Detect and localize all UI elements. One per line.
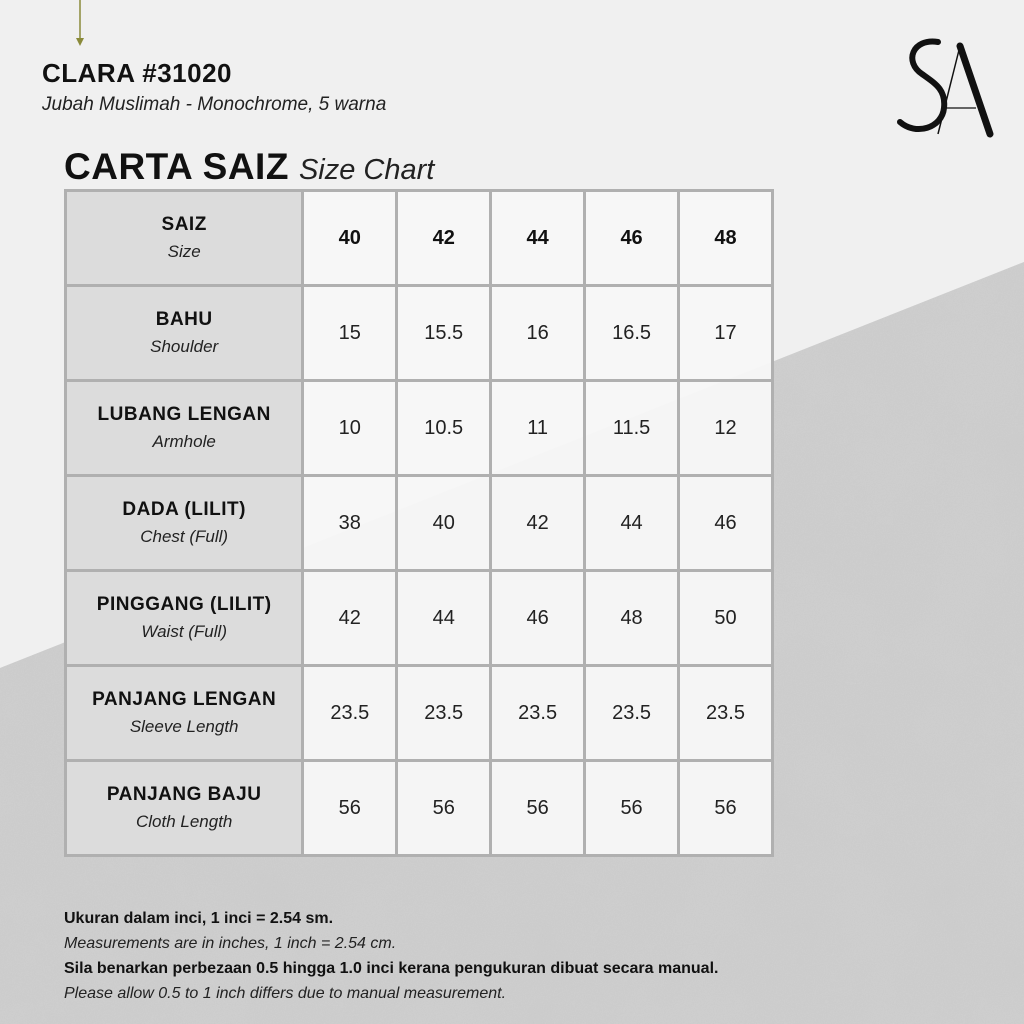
table-cell: 56 xyxy=(491,761,585,856)
size-header-english: Size xyxy=(167,242,201,261)
row-label-english: Waist (Full) xyxy=(141,622,227,641)
chart-title xyxy=(64,146,434,188)
row-label-waist xyxy=(66,571,303,666)
table-row xyxy=(66,761,773,856)
size-header-malay: SAIZ xyxy=(161,214,207,235)
table-cell: 48 xyxy=(585,571,679,666)
table-cell: 15.5 xyxy=(397,286,491,381)
table-cell: 16 xyxy=(491,286,585,381)
product-name: CLARA #31020 xyxy=(42,58,233,88)
note-unit-malay: Ukuran dalam inci, 1 inci = 2.54 sm. xyxy=(64,910,334,927)
table-cell: 23.5 xyxy=(397,666,491,761)
table-cell: 56 xyxy=(397,761,491,856)
row-label-english: Chest (Full) xyxy=(140,527,229,546)
row-label-chest xyxy=(66,476,303,571)
size-header-cell xyxy=(66,191,303,286)
table-cell: 23.5 xyxy=(679,666,773,761)
table-cell: 42 xyxy=(491,476,585,571)
row-label-sleeve-length xyxy=(66,666,303,761)
table-header-row xyxy=(66,191,773,286)
table-cell: 56 xyxy=(303,761,397,856)
row-label-malay: LUBANG LENGAN xyxy=(97,404,271,425)
row-label-malay: DADA (LILIT) xyxy=(122,499,246,520)
table-cell: 44 xyxy=(397,571,491,666)
table-cell: 56 xyxy=(679,761,773,856)
size-chart-table xyxy=(64,189,774,857)
row-label-malay: BAHU xyxy=(155,309,213,330)
size-column-header: 44 xyxy=(491,191,585,286)
row-label-english: Cloth Length xyxy=(135,812,233,831)
size-column-header: 48 xyxy=(679,191,773,286)
row-label-english: Sleeve Length xyxy=(129,717,239,736)
table-row xyxy=(66,571,773,666)
table-cell: 46 xyxy=(679,476,773,571)
table-row xyxy=(66,286,773,381)
measurement-notes xyxy=(64,906,964,1006)
product-subtitle: Jubah Muslimah - Monochrome, 5 warna xyxy=(42,94,387,115)
size-column-header: 42 xyxy=(397,191,491,286)
table-cell: 15 xyxy=(303,286,397,381)
table-cell: 23.5 xyxy=(491,666,585,761)
table-cell: 42 xyxy=(303,571,397,666)
sa-monogram-logo xyxy=(894,36,994,140)
table-cell: 44 xyxy=(585,476,679,571)
note-unit-english: Measurements are in inches, 1 inch = 2.54 cm. xyxy=(64,935,397,952)
table-cell: 23.5 xyxy=(585,666,679,761)
table-row xyxy=(66,666,773,761)
size-column-header: 46 xyxy=(585,191,679,286)
table-cell: 16.5 xyxy=(585,286,679,381)
table-cell: 17 xyxy=(679,286,773,381)
table-cell: 50 xyxy=(679,571,773,666)
table-cell: 40 xyxy=(397,476,491,571)
table-cell: 10.5 xyxy=(397,381,491,476)
table-row xyxy=(66,381,773,476)
table-cell: 23.5 xyxy=(303,666,397,761)
size-column-header: 40 xyxy=(303,191,397,286)
row-label-malay: PINGGANG (LILIT) xyxy=(96,594,272,615)
table-cell: 11.5 xyxy=(585,381,679,476)
table-cell: 38 xyxy=(303,476,397,571)
note-tolerance-english: Please allow 0.5 to 1 inch differs due to manual measurement. xyxy=(64,985,507,1002)
table-cell: 11 xyxy=(491,381,585,476)
row-label-armhole xyxy=(66,381,303,476)
chart-title-malay: CARTA SAIZ xyxy=(64,146,289,187)
row-label-malay: PANJANG BAJU xyxy=(106,784,262,805)
row-label-malay: PANJANG LENGAN xyxy=(92,689,277,710)
note-tolerance-malay: Sila benarkan perbezaan 0.5 hingga 1.0 inci kerana pengukuran dibuat secara manual. xyxy=(64,960,719,977)
table-cell: 12 xyxy=(679,381,773,476)
arrow-down-icon xyxy=(74,0,86,48)
table-row xyxy=(66,476,773,571)
chart-title-english: Size Chart xyxy=(298,154,435,186)
row-label-shoulder xyxy=(66,286,303,381)
table-cell: 10 xyxy=(303,381,397,476)
row-label-cloth-length xyxy=(66,761,303,856)
table-cell: 46 xyxy=(491,571,585,666)
row-label-english: Shoulder xyxy=(150,337,219,356)
table-cell: 56 xyxy=(585,761,679,856)
row-label-english: Armhole xyxy=(152,432,216,451)
